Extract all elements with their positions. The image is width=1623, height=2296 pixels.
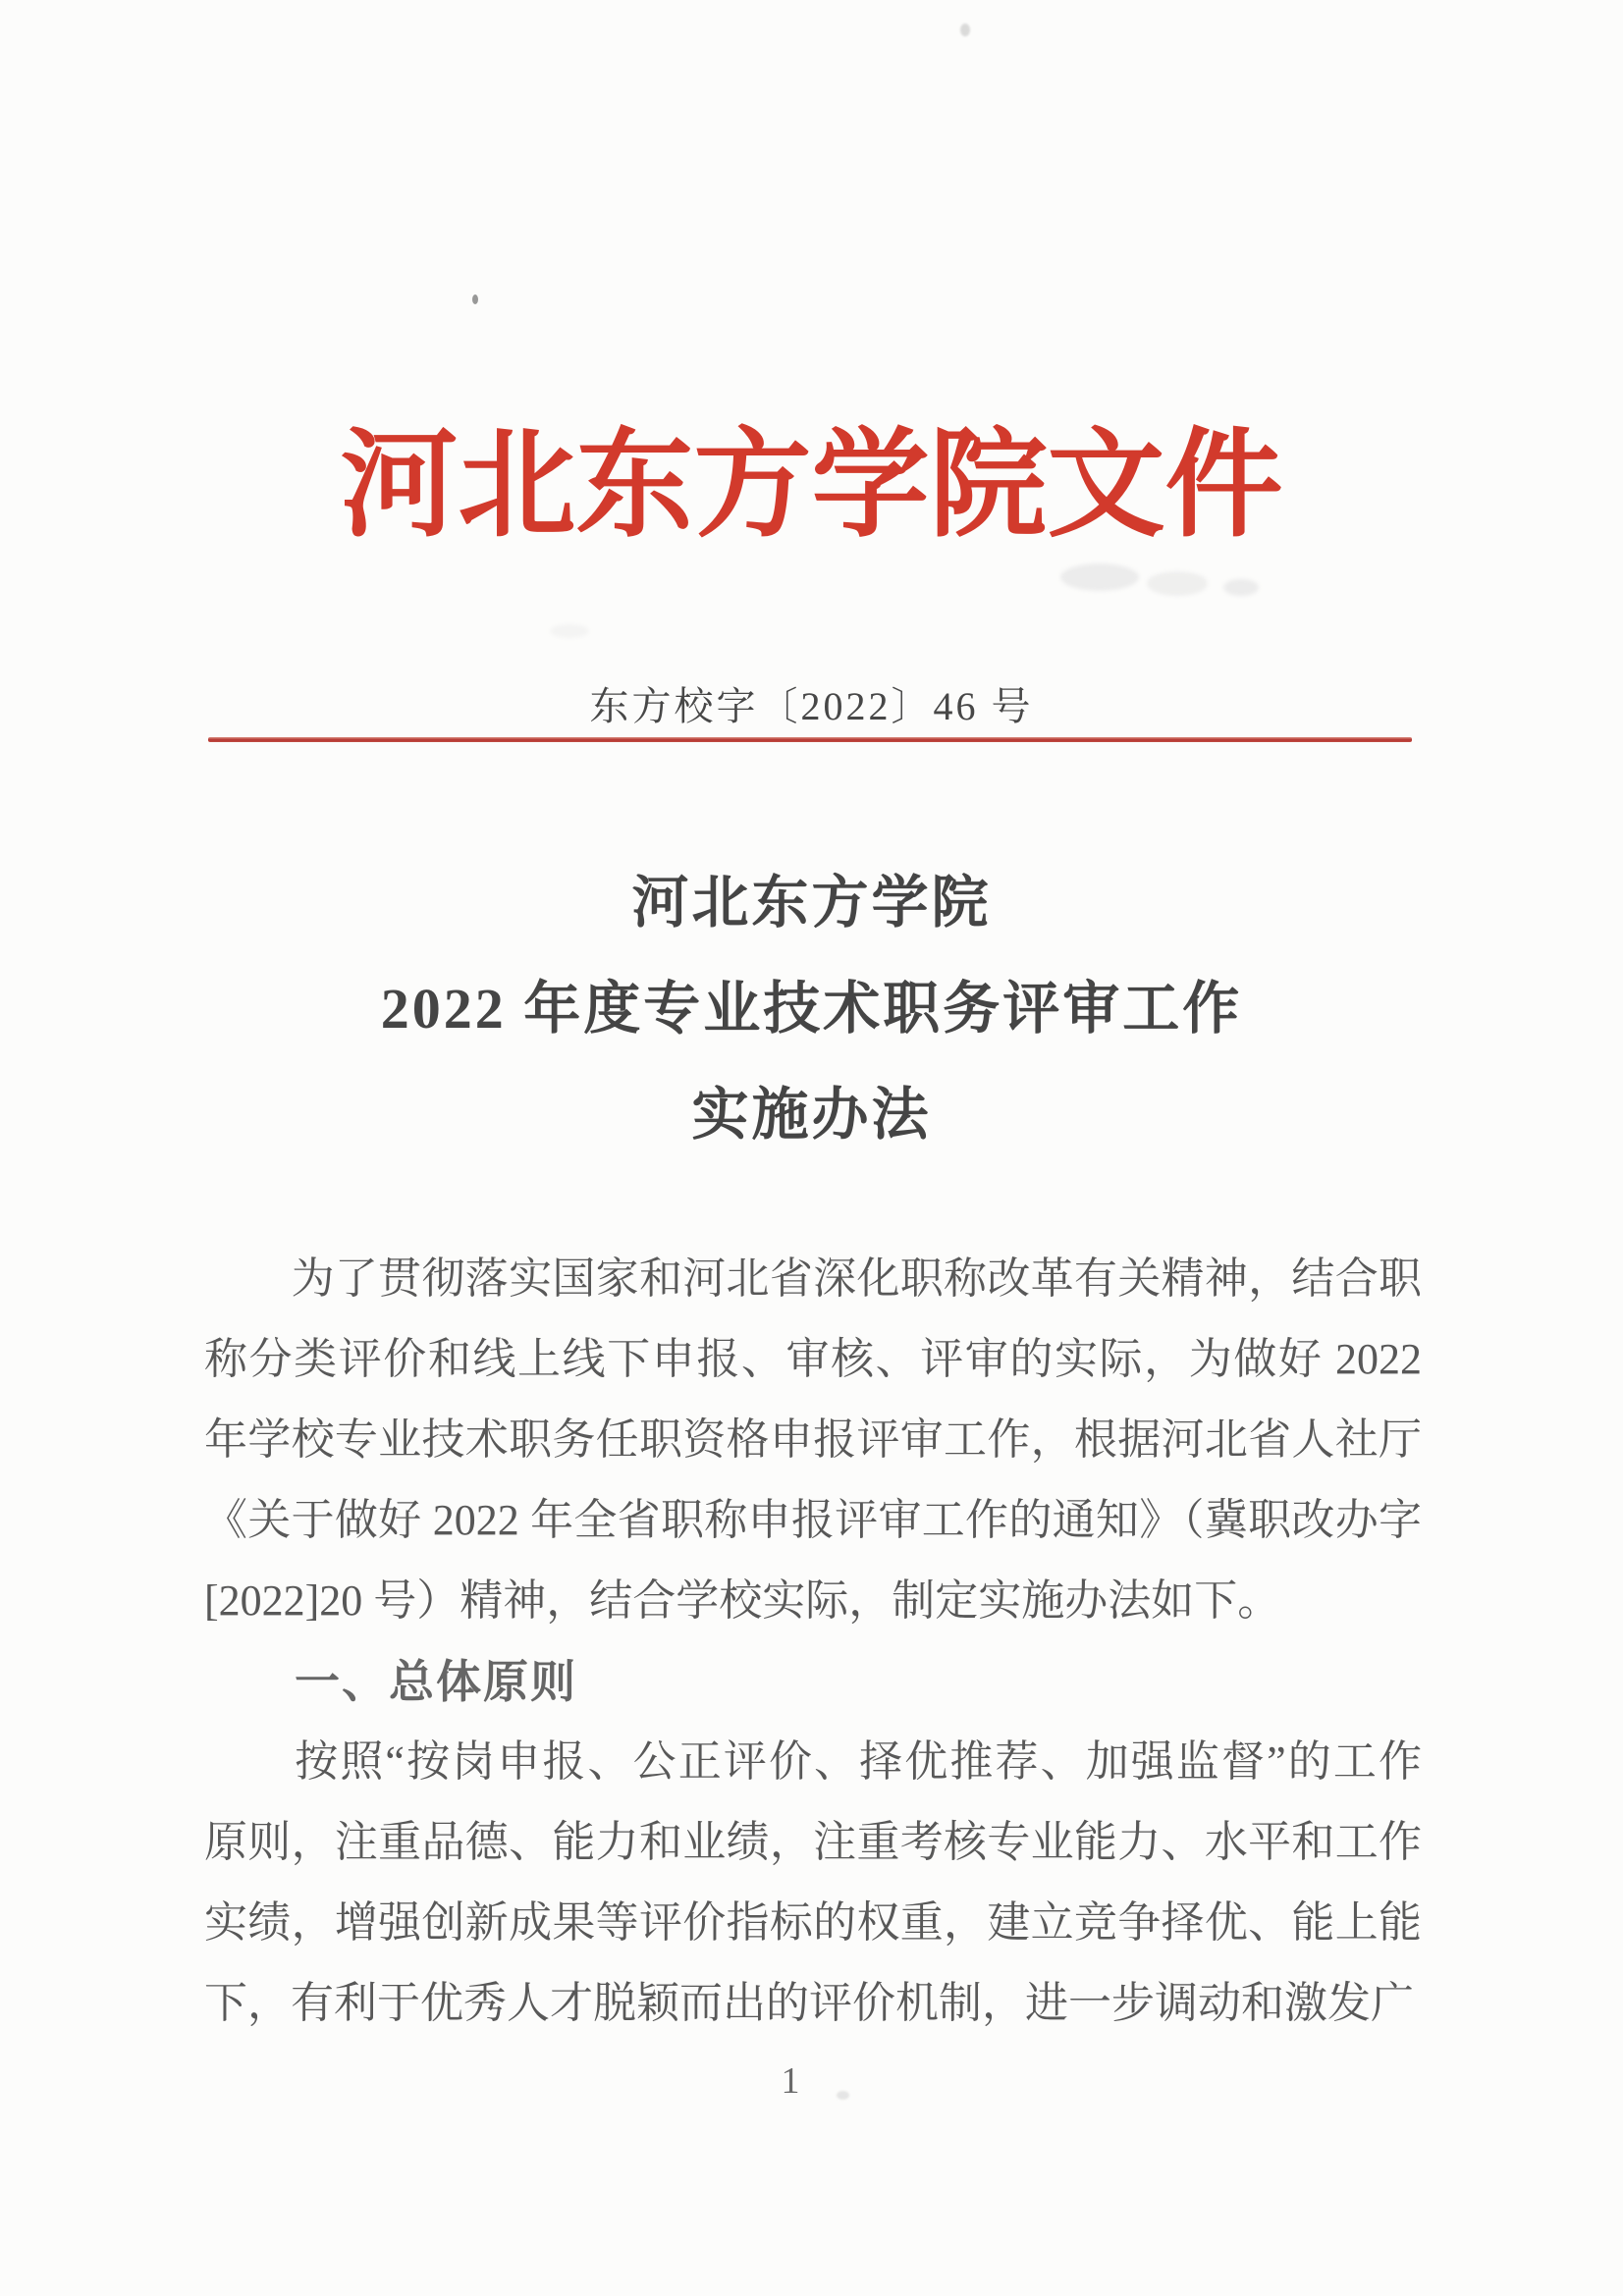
text-line: 为了贯彻落实国家和河北省深化职称改革有关精神，结合职 xyxy=(204,1255,1422,1303)
scan-speck xyxy=(837,2091,849,2100)
text-line: 实施办法 xyxy=(691,1083,932,1147)
scan-smudge xyxy=(1147,571,1208,596)
text-line: 原则，注重品德、能力和业绩，注重考核专业能力、水平和工作 xyxy=(204,1818,1422,1866)
paragraph-2 xyxy=(204,1722,1422,2044)
text-line: 称分类评价和线上线下申报、审核、评审的实际，为做好 2022 xyxy=(204,1335,1422,1383)
scan-speck xyxy=(472,294,478,304)
text-line: 年学校专业技术职务任职资格申报评审工作，根据河北省人社厅 xyxy=(204,1415,1422,1464)
doc-number: 东方校字〔2022〕46 号 xyxy=(589,684,1034,728)
letterhead-title: 河北东方学院文件 xyxy=(340,420,1283,551)
section-heading: 一、总体原则 xyxy=(295,1656,577,1707)
document-title xyxy=(0,850,1623,1168)
page-number: 1 xyxy=(781,2060,800,2102)
text-line: 《关于做好 2022 年全省职称申报评审工作的通知》（冀职改办字 xyxy=(204,1496,1422,1544)
scan-smudge xyxy=(1223,579,1259,596)
text-line: 2022 年度专业技术职务评审工作 xyxy=(380,977,1243,1041)
text-line: 河北东方学院 xyxy=(631,871,992,934)
scan-speck xyxy=(960,24,970,36)
text-line: 下，有利于优秀人才脱颖而出的评价机制，进一步调动和激发广 xyxy=(204,1979,1414,2027)
text-line: [2022]20 号）精神，结合学校实际，制定实施办法如下。 xyxy=(204,1576,1281,1625)
scan-smudge xyxy=(1060,563,1139,591)
text-line: 实绩，增强创新成果等评价指标的权重，建立竞争择优、能上能 xyxy=(204,1898,1422,1947)
text-line: 按照“按岗申报、公正评价、择优推荐、加强监督”的工作 xyxy=(204,1737,1422,1786)
scan-smudge xyxy=(550,624,589,638)
paragraph-1 xyxy=(204,1239,1422,1641)
document-body xyxy=(204,1239,1422,2044)
red-divider-rule xyxy=(208,737,1412,742)
